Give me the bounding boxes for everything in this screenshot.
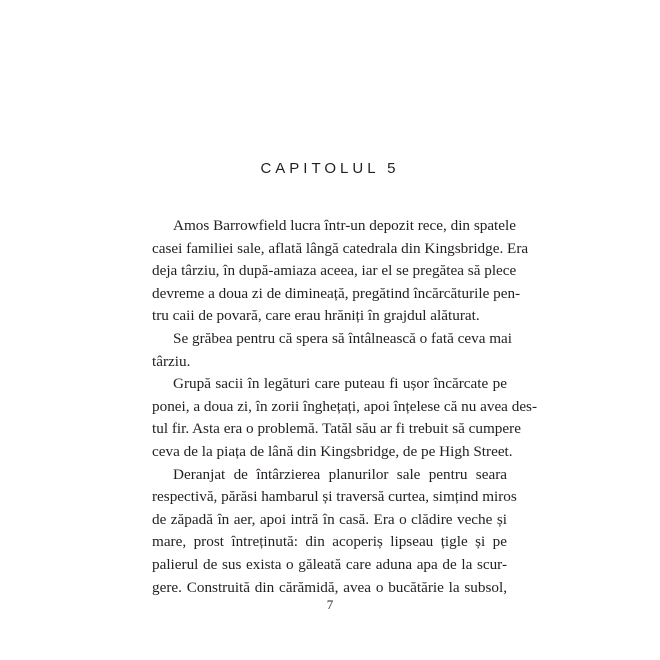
- text-line: tru caii de povară, care erau hrăniți în grajdul alăturat.: [152, 307, 480, 325]
- text-line: de zăpadă în aer, apoi intră în casă. Era o clădire veche și: [152, 510, 507, 528]
- page-number: 7: [326, 597, 334, 612]
- text-line: ceva de la piața de lână din Kingsbridge, de pe High Street.: [152, 442, 513, 460]
- text-line: Amos Barrowfield lucra într-un depozit rece, din spatele: [173, 217, 516, 234]
- text-line: mare, prost întreținută: din acoperiș lipseau țigle și pe: [152, 533, 507, 551]
- text-line: respectivă, părăsi hambarul și traversă curtea, simțind miros: [152, 488, 517, 506]
- text-line: Deranjat de întârzierea planurilor sale pentru seara: [173, 465, 507, 483]
- text-line: palierul de sus exista o găleată care aduna apa de la scur-: [152, 555, 507, 573]
- text-line: gere. Construită din cărămidă, avea o bucătărie la subsol,: [152, 578, 507, 596]
- text-line: Grupă sacii în legături care puteau fi ușor încărcate pe: [173, 375, 507, 393]
- text-line: casei familiei sale, aflată lângă catedrala din Kingsbridge. Era: [152, 239, 529, 257]
- text-line: devreme a doua zi de dimineață, pregătind încărcăturile pen-: [152, 284, 521, 302]
- text-line: deja târziu, în după-amiaza aceea, iar el se pregătea să plece: [152, 262, 517, 280]
- text-line: Se grăbea pentru că spera să întâlnească o fată ceva mai: [173, 329, 513, 347]
- text-line: tul fir. Asta era o problemă. Tatăl său ar fi trebuit să cumpere: [152, 420, 521, 438]
- chapter-heading: CAPITOLUL 5: [260, 160, 400, 177]
- text-line: ponei, a doua zi, în zorii înghețați, apoi înțelese că nu avea des-: [152, 397, 538, 415]
- text-line: târziu.: [152, 352, 191, 370]
- body-text: [152, 215, 538, 599]
